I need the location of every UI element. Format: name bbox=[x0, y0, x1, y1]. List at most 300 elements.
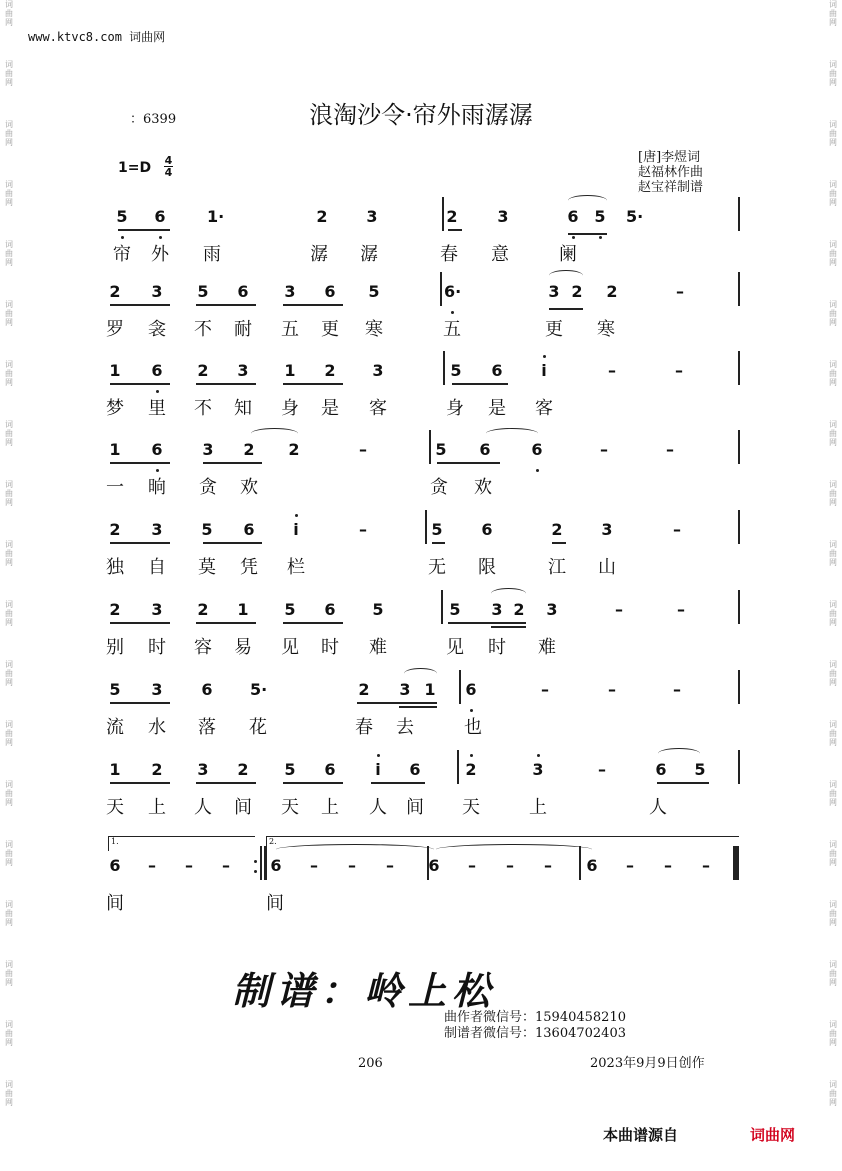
lyric-char: 花 bbox=[249, 717, 267, 738]
watermark-char: 曲 bbox=[829, 309, 837, 318]
final-barline bbox=[734, 846, 737, 880]
watermark-char: 词 bbox=[829, 840, 837, 849]
slur bbox=[404, 668, 437, 679]
note: 6 bbox=[109, 856, 121, 875]
octave-dot-above bbox=[377, 754, 380, 757]
watermark-char: 词 bbox=[5, 600, 13, 609]
watermark-mark bbox=[826, 720, 840, 780]
lyric-char: 山 bbox=[598, 557, 616, 578]
lyric-char: 流 bbox=[106, 717, 124, 738]
right-watermark-strip bbox=[826, 0, 840, 1171]
watermark-char: 曲 bbox=[5, 429, 13, 438]
repeat-barline bbox=[264, 846, 267, 880]
lyric-char: 见 bbox=[281, 637, 299, 658]
note: 1 bbox=[284, 361, 296, 380]
time-signature bbox=[164, 155, 173, 178]
lyric-char: 身 bbox=[446, 398, 464, 419]
lyric-char: 时 bbox=[148, 637, 166, 658]
lyric-char: 天 bbox=[281, 797, 299, 818]
lyric-char: 耐 bbox=[234, 319, 252, 340]
source-label: 本曲谱源自 bbox=[603, 1126, 679, 1144]
note: 2 bbox=[513, 600, 525, 619]
note: 6 bbox=[479, 440, 491, 459]
note: 2 bbox=[551, 520, 563, 539]
note: – bbox=[673, 680, 681, 699]
watermark-char: 网 bbox=[829, 678, 837, 687]
watermark-char: 曲 bbox=[829, 1029, 837, 1038]
barline bbox=[738, 197, 740, 231]
watermark-mark bbox=[2, 180, 16, 240]
watermark-char: 网 bbox=[5, 618, 13, 627]
note: 3 bbox=[372, 361, 384, 380]
volta-first: 1. bbox=[108, 836, 255, 851]
watermark-mark bbox=[826, 0, 840, 60]
lyric-char: 不 bbox=[194, 398, 212, 419]
watermark-char: 网 bbox=[829, 318, 837, 327]
lyric-char: 限 bbox=[478, 557, 496, 578]
note: 2 bbox=[288, 440, 300, 459]
note: 6 bbox=[324, 760, 336, 779]
note: 3 bbox=[532, 760, 544, 779]
beam-underline-double bbox=[399, 706, 437, 708]
composer-wechat: 曲作者微信号：15940458210 bbox=[444, 1010, 626, 1025]
barline bbox=[738, 272, 740, 306]
beam-underline-double bbox=[568, 233, 607, 235]
beam-underline bbox=[371, 782, 425, 784]
note: – bbox=[598, 760, 606, 779]
watermark-mark bbox=[826, 1020, 840, 1080]
octave-dot-above bbox=[537, 754, 540, 757]
watermark-char: 曲 bbox=[829, 129, 837, 138]
watermark-char: 网 bbox=[829, 1038, 837, 1047]
watermark-char: 曲 bbox=[829, 249, 837, 258]
watermark-char: 词 bbox=[829, 1080, 837, 1089]
octave-dot-below bbox=[599, 236, 602, 239]
watermark-char: 网 bbox=[829, 618, 837, 627]
note: 2 bbox=[237, 760, 249, 779]
lyric-char: 春 bbox=[440, 244, 458, 265]
note: 2 bbox=[109, 520, 121, 539]
lyric-char: 寒 bbox=[365, 319, 383, 340]
watermark-char: 网 bbox=[5, 978, 13, 987]
watermark-mark bbox=[2, 960, 16, 1020]
note: 3 bbox=[399, 680, 411, 699]
watermark-char: 曲 bbox=[829, 669, 837, 678]
note: – bbox=[673, 520, 681, 539]
beam-underline-double bbox=[549, 308, 583, 310]
watermark-char: 网 bbox=[5, 738, 13, 747]
repeat-dot bbox=[254, 870, 257, 873]
note: 5 bbox=[116, 207, 128, 226]
lyric-char: 贪 bbox=[430, 477, 448, 498]
watermark-mark bbox=[2, 600, 16, 660]
lyricist-credit: [唐]李煜词 bbox=[638, 150, 701, 165]
watermark-char: 词 bbox=[5, 720, 13, 729]
note: 5 bbox=[450, 361, 462, 380]
lyric-char: 外 bbox=[151, 244, 169, 265]
watermark-char: 网 bbox=[829, 438, 837, 447]
note: 3 bbox=[237, 361, 249, 380]
watermark-mark bbox=[826, 660, 840, 720]
song-title: 浪淘沙令·帘外雨潺潺 bbox=[309, 101, 533, 129]
watermark-char: 词 bbox=[829, 480, 837, 489]
composer-credit: 赵福林作曲 bbox=[638, 165, 704, 180]
note: 1 bbox=[424, 680, 436, 699]
note: 5 bbox=[284, 600, 296, 619]
beam-underline bbox=[196, 383, 256, 385]
note: 3 bbox=[151, 680, 163, 699]
watermark-char: 词 bbox=[829, 600, 837, 609]
note: 6 bbox=[465, 680, 477, 699]
octave-dot-below bbox=[156, 469, 159, 472]
note: 6· bbox=[444, 282, 462, 301]
watermark-char: 网 bbox=[5, 138, 13, 147]
watermark-char: 曲 bbox=[829, 1089, 837, 1098]
watermark-char: 曲 bbox=[829, 789, 837, 798]
watermark-char: 网 bbox=[5, 858, 13, 867]
beam-underline bbox=[448, 622, 526, 624]
brand-link[interactable]: 词曲网 bbox=[750, 1126, 796, 1144]
note: – bbox=[185, 856, 193, 875]
left-watermark-strip bbox=[2, 0, 16, 1171]
watermark-char: 曲 bbox=[5, 9, 13, 18]
watermark-char: 曲 bbox=[5, 369, 13, 378]
lyric-char: 意 bbox=[491, 244, 509, 265]
note: 6 bbox=[154, 207, 166, 226]
lyric-char: 衾 bbox=[148, 319, 166, 340]
note: 6 bbox=[151, 361, 163, 380]
watermark-char: 曲 bbox=[829, 609, 837, 618]
volta-second: 2. bbox=[266, 836, 739, 851]
slur bbox=[658, 748, 700, 759]
lyric-char: 水 bbox=[148, 717, 166, 738]
watermark-char: 网 bbox=[5, 918, 13, 927]
note: 2 bbox=[197, 600, 209, 619]
watermark-char: 网 bbox=[829, 1098, 837, 1107]
lyric-char: 梦 bbox=[106, 398, 124, 419]
note: 5 bbox=[431, 520, 443, 539]
note: 3 bbox=[546, 600, 558, 619]
beam-underline bbox=[110, 782, 170, 784]
watermark-char: 网 bbox=[829, 258, 837, 267]
meter-bottom: 4 bbox=[164, 166, 173, 179]
watermark-char: 词 bbox=[829, 360, 837, 369]
watermark-char: 词 bbox=[5, 180, 13, 189]
watermark-char: 曲 bbox=[5, 669, 13, 678]
lyric-char: 也 bbox=[464, 717, 482, 738]
watermark-char: 曲 bbox=[829, 369, 837, 378]
lyric-char: 帘 bbox=[113, 244, 131, 265]
meter-top: 4 bbox=[164, 154, 173, 167]
watermark-char: 曲 bbox=[829, 909, 837, 918]
watermark-char: 网 bbox=[5, 258, 13, 267]
note: – bbox=[676, 282, 684, 301]
note: 6 bbox=[270, 856, 282, 875]
lyric-char: 欢 bbox=[474, 477, 492, 498]
watermark-char: 曲 bbox=[5, 789, 13, 798]
note: 3 bbox=[151, 600, 163, 619]
note: – bbox=[544, 856, 552, 875]
lyric-char: 人 bbox=[194, 797, 212, 818]
lyric-char: 自 bbox=[148, 557, 166, 578]
barline bbox=[738, 430, 740, 464]
barline bbox=[738, 590, 740, 624]
watermark-char: 词 bbox=[5, 1080, 13, 1089]
note: 6 bbox=[409, 760, 421, 779]
key-signature: 1=D bbox=[118, 160, 152, 176]
watermark-char: 词 bbox=[829, 420, 837, 429]
site-url[interactable]: www.ktvc8.com 词曲网 bbox=[28, 30, 166, 44]
beam-underline bbox=[196, 304, 256, 306]
note: 3 bbox=[151, 282, 163, 301]
lyric-char: 栏 bbox=[287, 557, 305, 578]
note: i bbox=[375, 760, 381, 779]
watermark-char: 曲 bbox=[829, 429, 837, 438]
watermark-mark bbox=[826, 840, 840, 900]
note: – bbox=[608, 680, 616, 699]
slur bbox=[568, 195, 607, 206]
watermark-mark bbox=[2, 840, 16, 900]
note: 5 bbox=[372, 600, 384, 619]
watermark-char: 词 bbox=[5, 1020, 13, 1029]
watermark-char: 词 bbox=[829, 180, 837, 189]
note: 2 bbox=[151, 760, 163, 779]
note: 2 bbox=[109, 600, 121, 619]
lyric-char: 莫 bbox=[198, 557, 216, 578]
watermark-char: 词 bbox=[5, 960, 13, 969]
beam-underline bbox=[110, 462, 170, 464]
watermark-char: 曲 bbox=[5, 129, 13, 138]
watermark-mark bbox=[826, 240, 840, 300]
watermark-mark bbox=[2, 300, 16, 360]
watermark-char: 曲 bbox=[5, 549, 13, 558]
watermark-mark bbox=[2, 720, 16, 780]
note: 1· bbox=[207, 207, 225, 226]
note: 6 bbox=[491, 361, 503, 380]
lyric-char: 不 bbox=[194, 319, 212, 340]
watermark-char: 词 bbox=[5, 780, 13, 789]
note: – bbox=[359, 520, 367, 539]
watermark-char: 词 bbox=[5, 240, 13, 249]
note: 5· bbox=[250, 680, 268, 699]
beam-underline bbox=[110, 702, 170, 704]
watermark-char: 网 bbox=[829, 798, 837, 807]
watermark-char: 曲 bbox=[5, 849, 13, 858]
note: – bbox=[600, 440, 608, 459]
watermark-char: 词 bbox=[829, 120, 837, 129]
lyric-char: 欢 bbox=[240, 477, 258, 498]
watermark-char: 网 bbox=[5, 78, 13, 87]
watermark-char: 曲 bbox=[5, 1089, 13, 1098]
note: – bbox=[468, 856, 476, 875]
beam-underline bbox=[452, 383, 508, 385]
note: 3 bbox=[284, 282, 296, 301]
lyric-char: 是 bbox=[321, 398, 339, 419]
watermark-mark bbox=[2, 780, 16, 840]
lyric-char: 江 bbox=[548, 557, 566, 578]
watermark-char: 网 bbox=[5, 438, 13, 447]
octave-dot-below bbox=[121, 236, 124, 239]
note: 5 bbox=[284, 760, 296, 779]
watermark-char: 曲 bbox=[829, 849, 837, 858]
watermark-mark bbox=[2, 900, 16, 960]
note: 3 bbox=[202, 440, 214, 459]
note: 1 bbox=[109, 760, 121, 779]
lyric-char: 去 bbox=[396, 717, 414, 738]
watermark-mark bbox=[826, 900, 840, 960]
beam-underline bbox=[283, 383, 343, 385]
watermark-char: 曲 bbox=[5, 249, 13, 258]
watermark-char: 词 bbox=[5, 120, 13, 129]
beam-underline bbox=[283, 622, 343, 624]
watermark-char: 网 bbox=[5, 498, 13, 507]
note: – bbox=[666, 440, 674, 459]
note: 6 bbox=[531, 440, 543, 459]
note: – bbox=[222, 856, 230, 875]
barline bbox=[440, 272, 442, 306]
lyric-char: 潺 bbox=[310, 244, 328, 265]
note: 5 bbox=[109, 680, 121, 699]
lyric-char: 无 bbox=[428, 557, 446, 578]
lyric-char: 客 bbox=[535, 398, 553, 419]
watermark-char: 网 bbox=[5, 378, 13, 387]
repeat-barline bbox=[260, 846, 262, 880]
lyric-char: 时 bbox=[321, 637, 339, 658]
lyric-char: 难 bbox=[369, 637, 387, 658]
lyric-char: 五 bbox=[443, 319, 461, 340]
watermark-mark bbox=[826, 780, 840, 840]
note: 6 bbox=[481, 520, 493, 539]
watermark-mark bbox=[2, 240, 16, 300]
watermark-char: 词 bbox=[829, 780, 837, 789]
lyric-char: 易 bbox=[234, 637, 252, 658]
beam-underline bbox=[283, 304, 343, 306]
slur bbox=[549, 270, 583, 281]
watermark-mark bbox=[826, 300, 840, 360]
barline bbox=[459, 670, 461, 704]
note: 2 bbox=[571, 282, 583, 301]
lyric-char: 里 bbox=[148, 398, 166, 419]
note: 2 bbox=[446, 207, 458, 226]
barline bbox=[443, 351, 445, 385]
note: 5 bbox=[435, 440, 447, 459]
note: 2 bbox=[243, 440, 255, 459]
watermark-mark bbox=[2, 360, 16, 420]
lyric-char: 容 bbox=[194, 637, 212, 658]
note: – bbox=[348, 856, 356, 875]
note: – bbox=[541, 680, 549, 699]
note: – bbox=[506, 856, 514, 875]
watermark-mark bbox=[826, 180, 840, 240]
watermark-mark bbox=[826, 480, 840, 540]
watermark-char: 词 bbox=[829, 300, 837, 309]
watermark-char: 词 bbox=[5, 420, 13, 429]
watermark-char: 词 bbox=[5, 540, 13, 549]
beam-underline bbox=[448, 229, 462, 231]
octave-dot-below bbox=[536, 469, 539, 472]
note: 2 bbox=[465, 760, 477, 779]
note: 6 bbox=[151, 440, 163, 459]
barline bbox=[738, 351, 740, 385]
wechat-info bbox=[444, 1010, 626, 1042]
note: – bbox=[615, 600, 623, 619]
lyric-char: 凭 bbox=[240, 557, 258, 578]
watermark-char: 词 bbox=[5, 60, 13, 69]
watermark-char: 词 bbox=[5, 840, 13, 849]
beam-underline bbox=[357, 702, 437, 704]
barline bbox=[441, 590, 443, 624]
slur bbox=[491, 588, 526, 599]
watermark-char: 网 bbox=[829, 198, 837, 207]
watermark-mark bbox=[2, 540, 16, 600]
beam-underline bbox=[432, 542, 445, 544]
watermark-char: 曲 bbox=[829, 189, 837, 198]
watermark-mark bbox=[2, 660, 16, 720]
watermark-char: 网 bbox=[829, 978, 837, 987]
watermark-char: 词 bbox=[5, 900, 13, 909]
watermark-mark bbox=[826, 1080, 840, 1140]
watermark-char: 词 bbox=[829, 900, 837, 909]
watermark-char: 曲 bbox=[5, 69, 13, 78]
note: – bbox=[310, 856, 318, 875]
note: 5 bbox=[694, 760, 706, 779]
beam-underline bbox=[110, 304, 170, 306]
note: 2 bbox=[197, 361, 209, 380]
watermark-char: 词 bbox=[829, 960, 837, 969]
note: 3 bbox=[366, 207, 378, 226]
lyric-char: 五 bbox=[281, 319, 299, 340]
watermark-mark bbox=[2, 0, 16, 60]
note: 3 bbox=[197, 760, 209, 779]
beam-underline-double bbox=[491, 626, 526, 628]
note: 3 bbox=[601, 520, 613, 539]
lyric-char: 间 bbox=[234, 797, 252, 818]
note: – bbox=[608, 361, 616, 380]
lyric-char: 一 bbox=[106, 477, 124, 498]
transcriber-credit: 赵宝祥制谱 bbox=[638, 180, 704, 195]
beam-underline bbox=[437, 462, 500, 464]
octave-dot-above bbox=[543, 355, 546, 358]
watermark-char: 词 bbox=[5, 0, 13, 9]
note: 6 bbox=[586, 856, 598, 875]
watermark-char: 曲 bbox=[5, 309, 13, 318]
note: 2 bbox=[324, 361, 336, 380]
octave-dot-above bbox=[470, 754, 473, 757]
lyric-char: 见 bbox=[446, 637, 464, 658]
watermark-char: 网 bbox=[829, 918, 837, 927]
lyric-char: 上 bbox=[321, 797, 339, 818]
watermark-mark bbox=[826, 600, 840, 660]
beam-underline bbox=[196, 782, 256, 784]
watermark-char: 网 bbox=[5, 558, 13, 567]
note: 5 bbox=[449, 600, 461, 619]
note: 1 bbox=[237, 600, 249, 619]
beam-underline bbox=[110, 542, 170, 544]
slur bbox=[251, 428, 298, 439]
beam-underline bbox=[552, 542, 566, 544]
note: 1 bbox=[109, 440, 121, 459]
lyric-char: 知 bbox=[234, 398, 252, 419]
lyric-char: 独 bbox=[106, 557, 124, 578]
watermark-char: 网 bbox=[5, 678, 13, 687]
creation-date: 2023年9月9日创作 bbox=[590, 1056, 705, 1071]
watermark-char: 网 bbox=[5, 18, 13, 27]
note: 2 bbox=[316, 207, 328, 226]
watermark-mark bbox=[826, 360, 840, 420]
note: 2 bbox=[606, 282, 618, 301]
lyric-char: 时 bbox=[488, 637, 506, 658]
lyric-char: 间 bbox=[266, 893, 284, 914]
